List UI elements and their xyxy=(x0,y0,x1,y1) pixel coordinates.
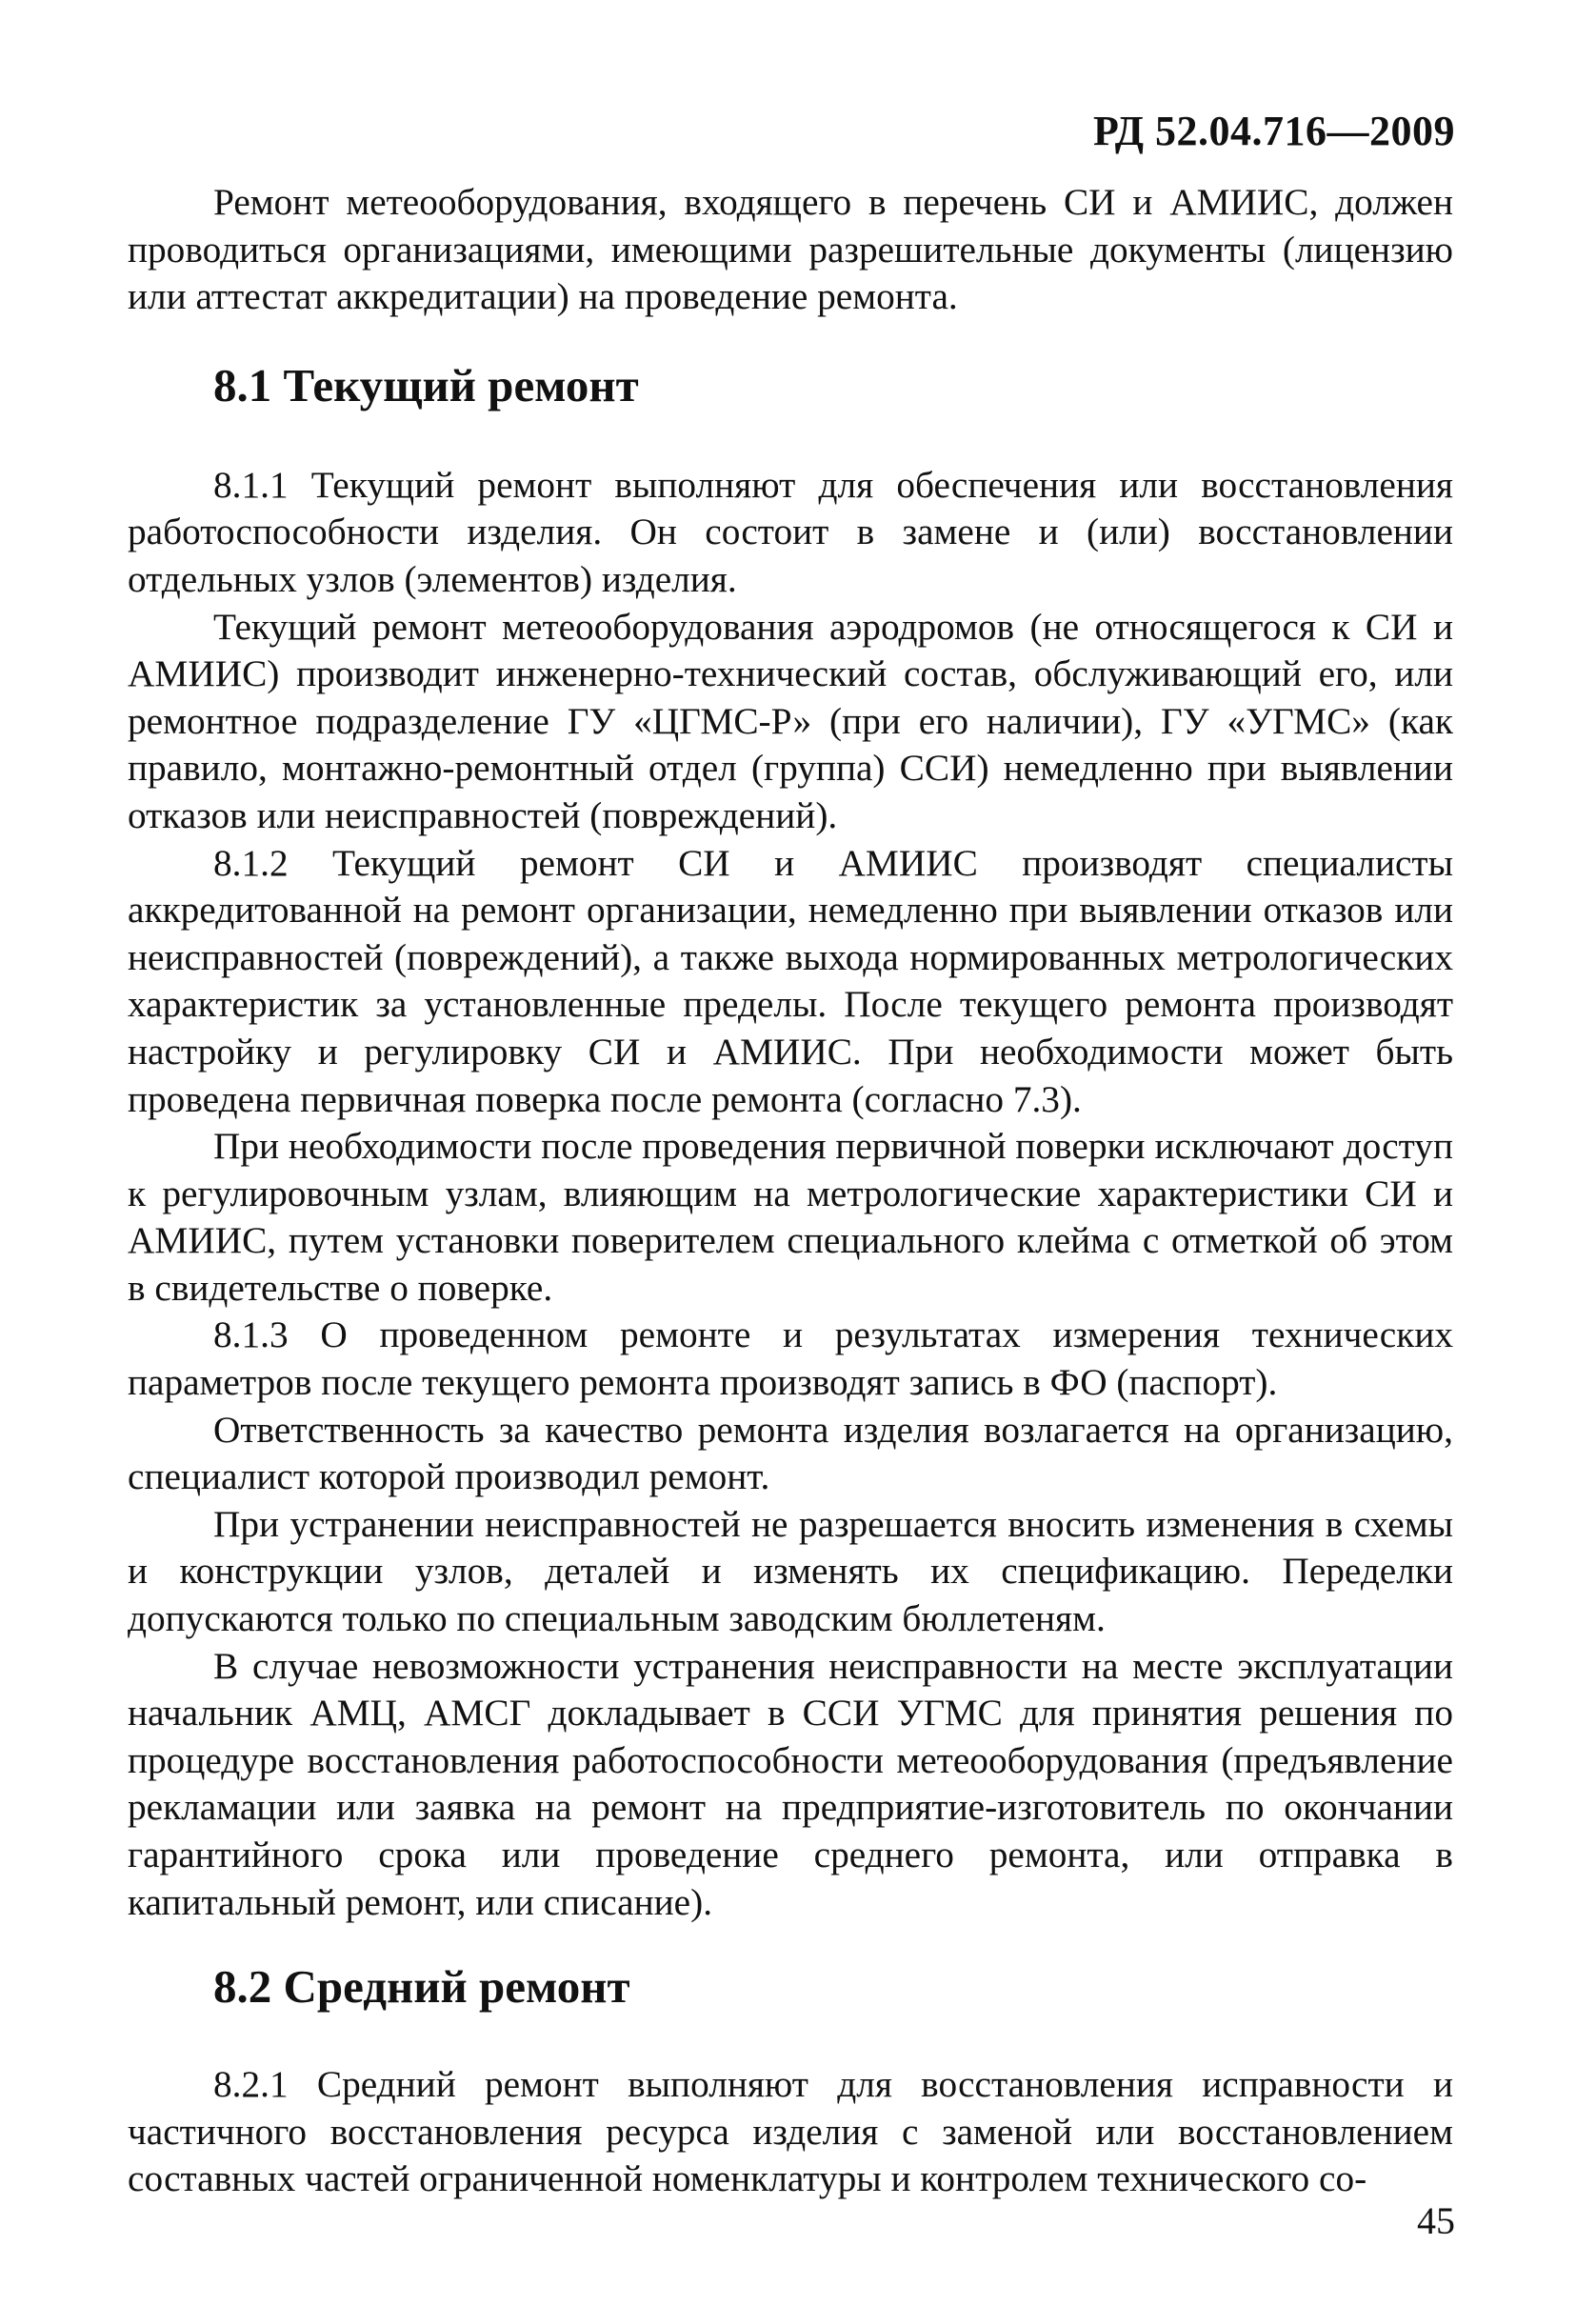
intro-paragraph: Ремонт метеооборудования, входящего в перечень СИ и АМИИС, должен проводиться организациями, имеющими разрешительные документы (лицензию или аттестат аккредитации) на проведение ремонта. xyxy=(128,181,1453,318)
paragraph-8-1-1: 8.1.1 Текущий ремонт выполняют для обеспечения или восстановления работоспособности изделия. Он состоит в замене и (или) восстановлении отдельных узлов (элементов) изделия. xyxy=(128,463,1453,600)
paragraph-8-1-2: 8.1.2 Текущий ремонт СИ и АМИИС производят специалисты аккредитованной на ремонт организации, немедленно при выявлении отказов или неисправностей (повреждений), а также выхода нормированных метрологических характеристик за установленные пределы. После текущего ремонта производят настройку и регулировку СИ и АМИИС. При необходимости может быть проведена первичная поверка после ремонта (согласно 7.3). xyxy=(128,841,1453,1120)
section-heading-8-1: 8.1 Текущий ремонт xyxy=(213,358,639,411)
paragraph-no-changes: При устранении неисправностей не разрешается вносить изменения в схемы и конструкции узлов, деталей и изменять их спецификацию. Переделки допускаются только по специальным заводским бюллетеням. xyxy=(128,1502,1453,1640)
paragraph-responsibility: Ответственность за качество ремонта изделия возлагается на организацию, специалист которой производил ремонт. xyxy=(128,1408,1453,1498)
paragraph-impossible-repair: В случае невозможности устранения неисправности на месте эксплуатации начальник АМЦ, АМСГ докладывает в ССИ УГМС для принятия решения по процедуре восстановления работоспособности метеооборудования (предъявление рекламации или заявка на ремонт на предприятие-изготовитель по окончании гарантийного срока или проведение среднего ремонта, или отправка в капитальный ремонт, или списание). xyxy=(128,1644,1453,1923)
page-number: 45 xyxy=(1417,2199,1455,2242)
paragraph-aerodrome-repair: Текущий ремонт метеооборудования аэродромов (не относящегося к СИ и АМИИС) производит инженерно-технический состав, обслуживающий его, или ремонтное подразделение ГУ «ЦГМС-Р» (при его наличии), ГУ «УГМС» (как правило, монтажно-ремонтный отдел (группа) ССИ) немедленно при выявлении отказов или неисправностей (повреждений). xyxy=(128,605,1453,836)
paragraph-8-1-3: 8.1.3 О проведенном ремонте и результатах измерения технических параметров после текущего ремонта производят запись в ФО (паспорт). xyxy=(128,1313,1453,1404)
document-code: РД 52.04.716—2009 xyxy=(1093,108,1455,154)
page-body xyxy=(128,179,1453,2203)
paragraph-verification-seal: При необходимости после проведения первичной поверки исключают доступ к регулировочным узлам, влияющим на метрологические характеристики СИ и АМИИС, путем установки поверителем специального клейма с отметкой об этом в свидетельстве о поверке. xyxy=(128,1125,1453,1309)
paragraph-8-2-1: 8.2.1 Средний ремонт выполняют для восстановления исправности и частичного восстановления ресурса изделия с заменой или восстановлением составных частей ограниченной номенклатуры и контролем технического со- xyxy=(128,2063,1453,2200)
section-heading-8-2: 8.2 Средний ремонт xyxy=(213,1960,630,2014)
